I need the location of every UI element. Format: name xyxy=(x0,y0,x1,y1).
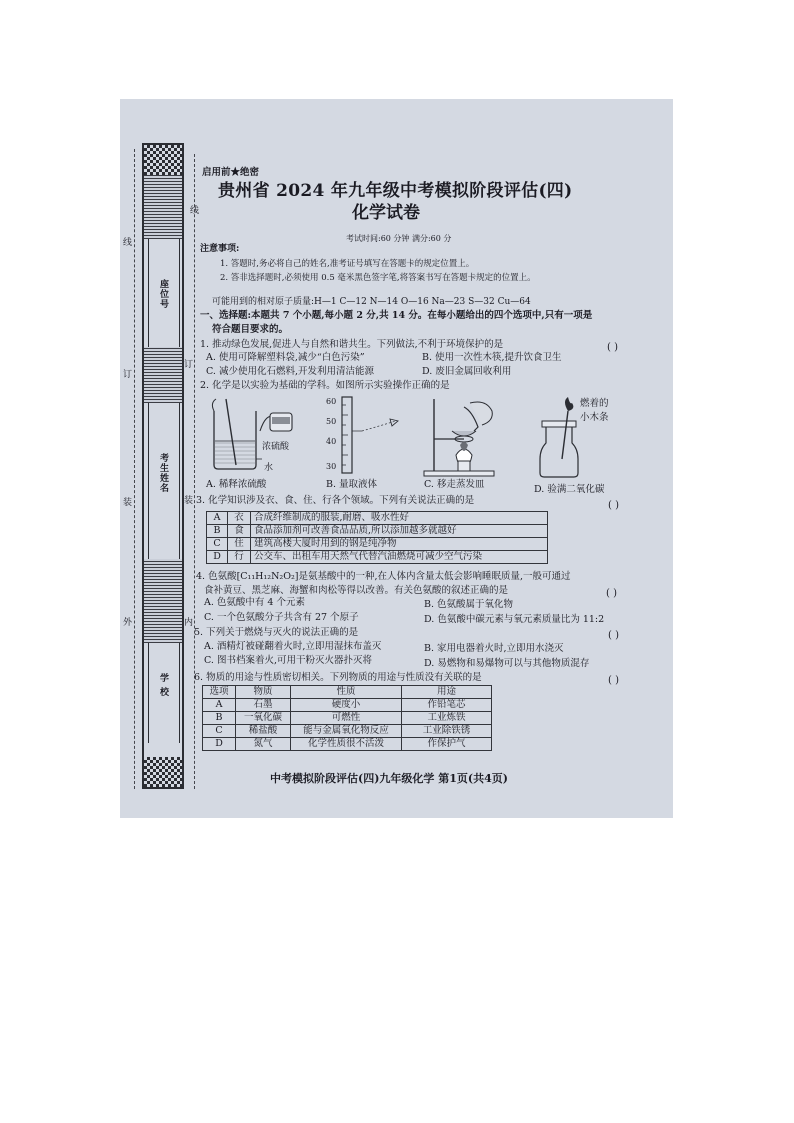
q6-table xyxy=(202,685,492,751)
q3-cell: 食 xyxy=(228,525,251,538)
q3-cell: A xyxy=(207,512,228,525)
q1-answer-paren: ( ) xyxy=(607,342,618,353)
q6-cell: 石墨 xyxy=(236,699,291,712)
q2-option-b: B. 量取液体 xyxy=(326,479,378,490)
q1-option-b: B. 使用一次性木筷,提升饮食卫生 xyxy=(422,352,562,363)
q5-answer-paren: ( ) xyxy=(608,630,619,641)
q3-cell: 食品添加剂可改善食品品质,所以添加越多就越好 xyxy=(251,525,548,538)
q4-option-c: C. 一个色氨酸分子共含有 27 个原子 xyxy=(204,612,359,623)
q6-cell: A xyxy=(203,699,236,712)
q1-option-a: A. 使用可降解塑料袋,减少“白色污染” xyxy=(206,352,365,363)
q3-cell: 住 xyxy=(228,538,251,551)
binding-pattern-top xyxy=(144,145,182,175)
binding-hatch-2 xyxy=(144,347,182,403)
exam-subtitle: 化学试卷 xyxy=(352,203,420,223)
q2-figure-d xyxy=(532,399,592,479)
q6-cell: 作铅笔芯 xyxy=(402,699,492,712)
table-row xyxy=(203,712,492,725)
note-2: 2. 答非选择题时,必须使用 0.5 毫米黑色签字笔,将答案书写在答题卡规定的位置上。 xyxy=(220,273,536,283)
table-row xyxy=(207,512,548,525)
binding-wai-word: 外 xyxy=(123,618,133,628)
q4-stem-2: 食补黄豆、黑芝麻、海蟹和肉松等得以改善。有关色氨酸的叙述正确的是 xyxy=(204,585,509,596)
binding-hatch-1 xyxy=(144,175,182,239)
secret-mark: 启用前★绝密 xyxy=(202,167,260,178)
q2-tick-40: 40 xyxy=(326,437,337,446)
q3-cell: 衣 xyxy=(228,512,251,525)
q6-cell: D xyxy=(203,738,236,751)
q3-stem: 3. 化学知识涉及衣、食、住、行各个领域。下列有关说法正确的是 xyxy=(196,495,475,506)
exam-photo xyxy=(120,99,673,818)
q5-option-c: C. 图书档案着火,可用干粉灭火器扑灭将 xyxy=(204,655,372,666)
inner-ding-word: 订 xyxy=(184,360,194,370)
q6-cell: 可燃性 xyxy=(291,712,402,725)
table-header-row xyxy=(203,686,492,699)
q6-cell: 作保护气 xyxy=(402,738,492,751)
q6-cell: 氮气 xyxy=(236,738,291,751)
inner-line-word: 线 xyxy=(190,206,200,216)
q1-option-c: C. 减少使用化石燃料,开发利用清洁能源 xyxy=(206,366,374,377)
q1-option-d: D. 废旧金属回收利用 xyxy=(422,366,512,377)
q4-answer-paren: ( ) xyxy=(606,588,617,599)
table-row xyxy=(203,738,492,751)
q2-figure-b xyxy=(336,395,426,477)
q3-cell: C xyxy=(207,538,228,551)
q2-label-water: 水 xyxy=(264,463,274,473)
q6-header-cell: 用途 xyxy=(402,686,492,699)
q4-option-b: B. 色氨酸属于氧化物 xyxy=(424,599,514,610)
table-row xyxy=(207,525,548,538)
q3-table xyxy=(206,511,548,564)
binding-line-word: 线 xyxy=(123,238,133,248)
binding-strip xyxy=(142,143,184,789)
q3-cell: 行 xyxy=(228,551,251,564)
q6-cell: 化学性质很不活泼 xyxy=(291,738,402,751)
q6-cell: 一氧化碳 xyxy=(236,712,291,725)
q5-option-b: B. 家用电器着火时,立即用水浇灭 xyxy=(424,643,564,654)
section1-line2: 符合题目要求的。 xyxy=(212,324,289,335)
q3-answer-paren: ( ) xyxy=(608,500,619,511)
q5-option-d: D. 易燃物和易爆物可以与其他物质混存 xyxy=(424,658,590,669)
q6-cell: 工业炼铁 xyxy=(402,712,492,725)
q6-header-cell: 物质 xyxy=(236,686,291,699)
q6-header-cell: 选项 xyxy=(203,686,236,699)
q6-cell: 硬度小 xyxy=(291,699,402,712)
q2-figure-a xyxy=(204,391,304,473)
q6-cell: C xyxy=(203,725,236,738)
table-row xyxy=(203,725,492,738)
q6-cell: 稀盐酸 xyxy=(236,725,291,738)
q2-tick-30: 30 xyxy=(326,462,337,471)
table-row xyxy=(207,538,548,551)
q2-tick-50: 50 xyxy=(326,417,337,426)
binding-hatch-3 xyxy=(144,559,182,643)
q6-cell: 能与金属氧化物反应 xyxy=(291,725,402,738)
page-footer: 中考模拟阶段评估(四)九年级化学 第1页(共4页) xyxy=(270,772,508,785)
q2-label-acid: 浓硫酸 xyxy=(262,442,290,452)
q3-cell: 建筑高楼大厦时用到的钢是纯净物 xyxy=(251,538,548,551)
section1-line1: 一、选择题:本题共 7 个小题,每小题 2 分,共 14 分。在每小题给出的四个选项中,只有一项是 xyxy=(200,310,593,321)
exam-title: 贵州省 2024 年九年级中考模拟阶段评估(四) xyxy=(218,181,573,201)
q2-label-stick-1: 燃着的 xyxy=(580,398,609,409)
q2-figure-c xyxy=(420,395,520,479)
q6-answer-paren: ( ) xyxy=(608,675,619,686)
outer-dashed-line xyxy=(134,149,135,789)
notes-heading: 注意事项: xyxy=(200,244,240,254)
q3-cell: 公交车、出租车用天然气代替汽油燃烧可减少空气污染 xyxy=(251,551,548,564)
seat-box xyxy=(148,239,180,347)
q6-header-cell: 性质 xyxy=(291,686,402,699)
q4-stem-1: 4. 色氨酸[C₁₁H₁₂N₂O₂]是氨基酸中的一种,在人体内含量太低会影响睡眠质量,一般可通过 xyxy=(196,571,571,582)
q4-option-d: D. 色氨酸中碳元素与氧元素质量比为 11:2 xyxy=(424,614,605,625)
q3-cell: D xyxy=(207,551,228,564)
name-label: 考生姓名 xyxy=(158,453,168,493)
q3-cell: B xyxy=(207,525,228,538)
q2-label-stick-2: 小木条 xyxy=(580,412,609,423)
binding-zhuang-word: 装 xyxy=(123,498,133,508)
exam-time: 考试时间:60 分钟 满分:60 分 xyxy=(346,234,452,243)
note-1: 1. 答题时,务必将自己的姓名,准考证号填写在答题卡的规定位置上。 xyxy=(220,259,475,269)
q2-option-a: A. 稀释浓硫酸 xyxy=(206,479,267,490)
inner-zhuang-word: 装 xyxy=(184,496,194,506)
q2-tick-60: 60 xyxy=(326,397,337,406)
name-box xyxy=(148,403,180,559)
q4-option-a: A. 色氨酸中有 4 个元素 xyxy=(204,597,305,608)
binding-pattern-bottom xyxy=(144,757,182,787)
q6-stem: 6. 物质的用途与性质密切相关。下列物质的用途与性质没有关联的是 xyxy=(194,672,482,683)
q2-stem: 2. 化学是以实验为基础的学科。如图所示实验操作正确的是 xyxy=(200,380,450,391)
seat-label: 座位号 xyxy=(158,279,168,309)
q5-stem: 5. 下列关于燃烧与灭火的说法正确的是 xyxy=(194,627,359,638)
q6-cell: 工业除铁锈 xyxy=(402,725,492,738)
q2-option-c: C. 移走蒸发皿 xyxy=(424,479,485,490)
inner-nei-word: 内 xyxy=(184,618,194,628)
q2-option-d: D. 验满二氧化碳 xyxy=(534,484,605,495)
q1-stem: 1. 推动绿色发展,促进人与自然和谐共生。下列做法,不利于环境保护的是 xyxy=(200,339,504,350)
q3-cell: 合成纤维制成的服装,耐磨、吸水性好 xyxy=(251,512,548,525)
table-row xyxy=(207,551,548,564)
table-row xyxy=(203,699,492,712)
q5-option-a: A. 酒精灯被碰翻着火时,立即用湿抹布盖灭 xyxy=(204,641,382,652)
q6-cell: B xyxy=(203,712,236,725)
atomic-masses: 可能用到的相对原子质量:H—1 C—12 N—14 O—16 Na—23 S—32 Cu—64 xyxy=(212,297,531,307)
binding-ding-word: 订 xyxy=(123,370,133,380)
inner-dashed-line xyxy=(194,154,195,789)
school-box xyxy=(148,643,180,743)
school-label: 学 校 xyxy=(158,673,168,698)
